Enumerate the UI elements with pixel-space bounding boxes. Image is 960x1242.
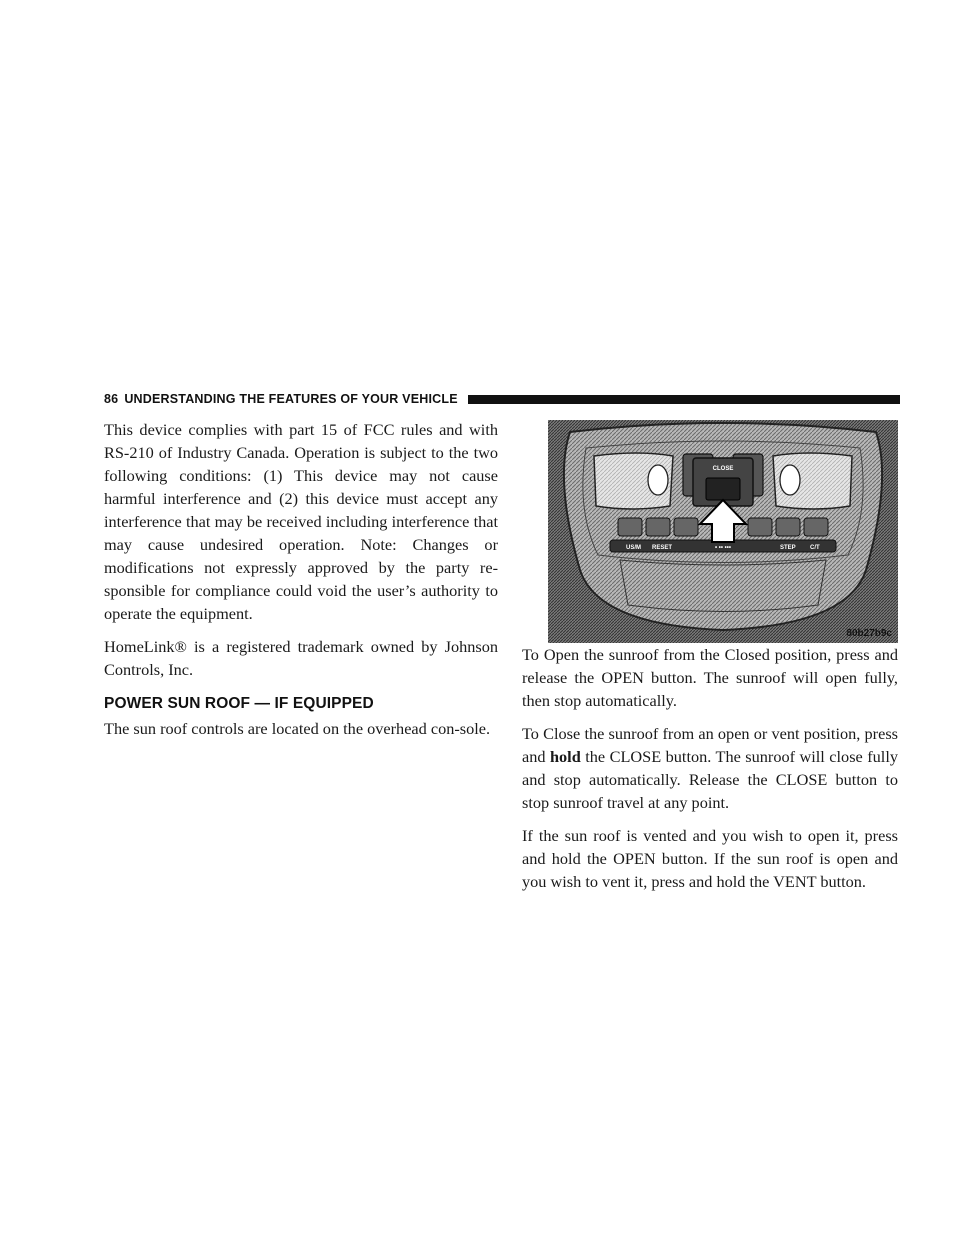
- open-instructions-paragraph: To Open the sunroof from the Closed position, press and release the OPEN button. The sunroof will open fully, then stop automatically.: [522, 645, 898, 710]
- section-heading: POWER SUN ROOF — IF EQUIPPED: [104, 695, 374, 712]
- section-title: UNDERSTANDING THE FEATURES OF YOUR VEHICLE: [124, 392, 458, 406]
- left-column: [104, 418, 498, 750]
- hold-emphasis: hold: [549, 747, 581, 766]
- vent-instructions-paragraph: If the sun roof is vented and you wish to open it, press and hold the OPEN button. If the sun roof is open and you wish to vent it, press and hold the VENT button.: [522, 826, 898, 891]
- page-number: 86: [104, 392, 119, 406]
- homelink-trademark-paragraph: HomeLink® is a registered trademark owned by Johnson Controls, Inc.: [104, 637, 498, 679]
- dots-label: • •• •••: [715, 545, 731, 551]
- sunroof-controls-paragraph: The sun roof controls are located on the overhead con-sole.: [104, 719, 491, 738]
- overhead-console-illustration: [548, 420, 898, 643]
- figure-code: 80b27b9c: [846, 628, 892, 639]
- close-instructions-suffix: the CLOSE button. The sunroof will close fully and stop automatically. Release the CLOSE button to stop sunroof travel at any point.: [522, 747, 898, 812]
- overhead-console-drawing: [548, 420, 898, 643]
- right-column: [522, 643, 898, 903]
- fcc-compliance-paragraph: This device complies with part 15 of FCC rules and with RS-210 of Industry Canada. Operation is subject to the two following conditions: (1) This device may not cause harmful interference and (2) this device must accept any interference that may be received including interference that may cause undesired operation. Note: Changes or modifications not expressly approved by the party re-sponsible for compliance could void the user’s authority to operate the equipment.: [104, 420, 498, 623]
- page-header: [104, 390, 900, 408]
- step-label: STEP: [780, 545, 796, 551]
- c-t-label: C/T: [810, 545, 820, 551]
- close-label: CLOSE: [712, 466, 734, 472]
- header-rule: [468, 395, 900, 404]
- close-instructions-paragraph: [522, 722, 898, 814]
- close-instructions-prefix: To Close the sunroof from an open or vent position, press and: [522, 724, 898, 766]
- reset-label: RESET: [652, 545, 673, 551]
- us-m-label: US/M: [626, 545, 641, 551]
